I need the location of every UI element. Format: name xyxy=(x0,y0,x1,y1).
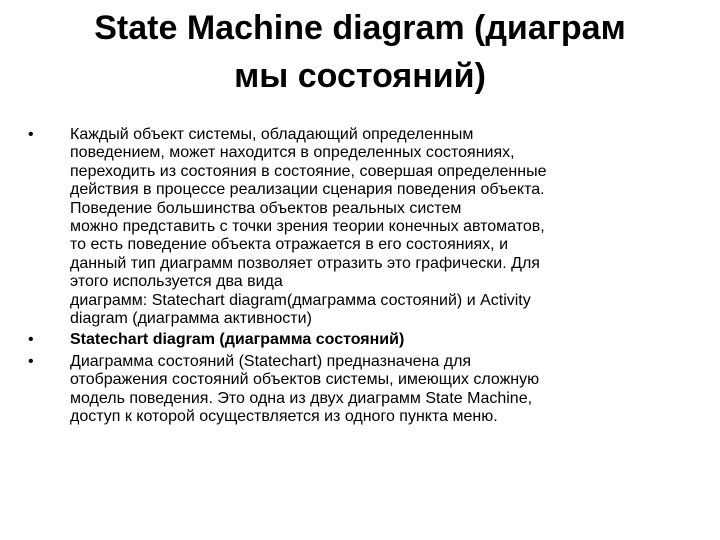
text-line: переходить из состояния в состояние, совершая определенные xyxy=(70,162,547,180)
text-line: то есть поведение объекта отражается в его состояниях, и xyxy=(70,236,509,254)
text-line: можно представить с точки зрения теории конечных автоматов, xyxy=(70,218,545,236)
bullet-item-overview xyxy=(28,126,692,328)
bullet-marker: • xyxy=(28,352,34,370)
text-line: отображения состояний объектов системы, имеющих сложную xyxy=(70,371,540,389)
bullet-marker: • xyxy=(28,331,34,349)
text-line: diagram (диаграмма активности) xyxy=(70,310,312,328)
text-line: данный тип диаграмм позволяет отразить это графически. Для xyxy=(70,254,540,272)
slide-title-line-1: State Machine diagram (диаграм xyxy=(94,9,626,47)
text-line: этого используется два вида xyxy=(70,273,283,291)
text-line: Каждый объект системы, обладающий определенным xyxy=(70,126,474,143)
text-line: диаграмм: Statechart diagram(дмаграмма состояний) и Activity xyxy=(70,291,531,309)
text-line: Диаграмма состояний (Statechart) предназначена для xyxy=(70,352,472,370)
bullet-item-description xyxy=(28,353,692,427)
bullet-marker: • xyxy=(28,126,34,143)
bullet-text xyxy=(70,331,692,349)
text-line: модель поведения. Это одна из двух диаграмм State Machine, xyxy=(70,389,533,407)
bullet-list xyxy=(28,126,692,430)
text-line: Поведение большинства объектов реальных систем xyxy=(70,199,462,217)
text-line: доступ к которой осуществляется из одного пункта меню. xyxy=(70,408,498,426)
bullet-item-statechart xyxy=(28,331,692,349)
bullet-text xyxy=(70,353,692,427)
text-line: действия в процессе реализации сценария поведения объекта. xyxy=(70,181,545,199)
bullet-text xyxy=(70,126,692,328)
text-line: поведением, может находится в определенных состояниях, xyxy=(70,144,515,162)
text-line: Statechart diagram (диаграмма состояний) xyxy=(70,331,405,349)
slide-title-line-2: мы состояний) xyxy=(234,57,486,95)
slide-title xyxy=(20,4,700,100)
